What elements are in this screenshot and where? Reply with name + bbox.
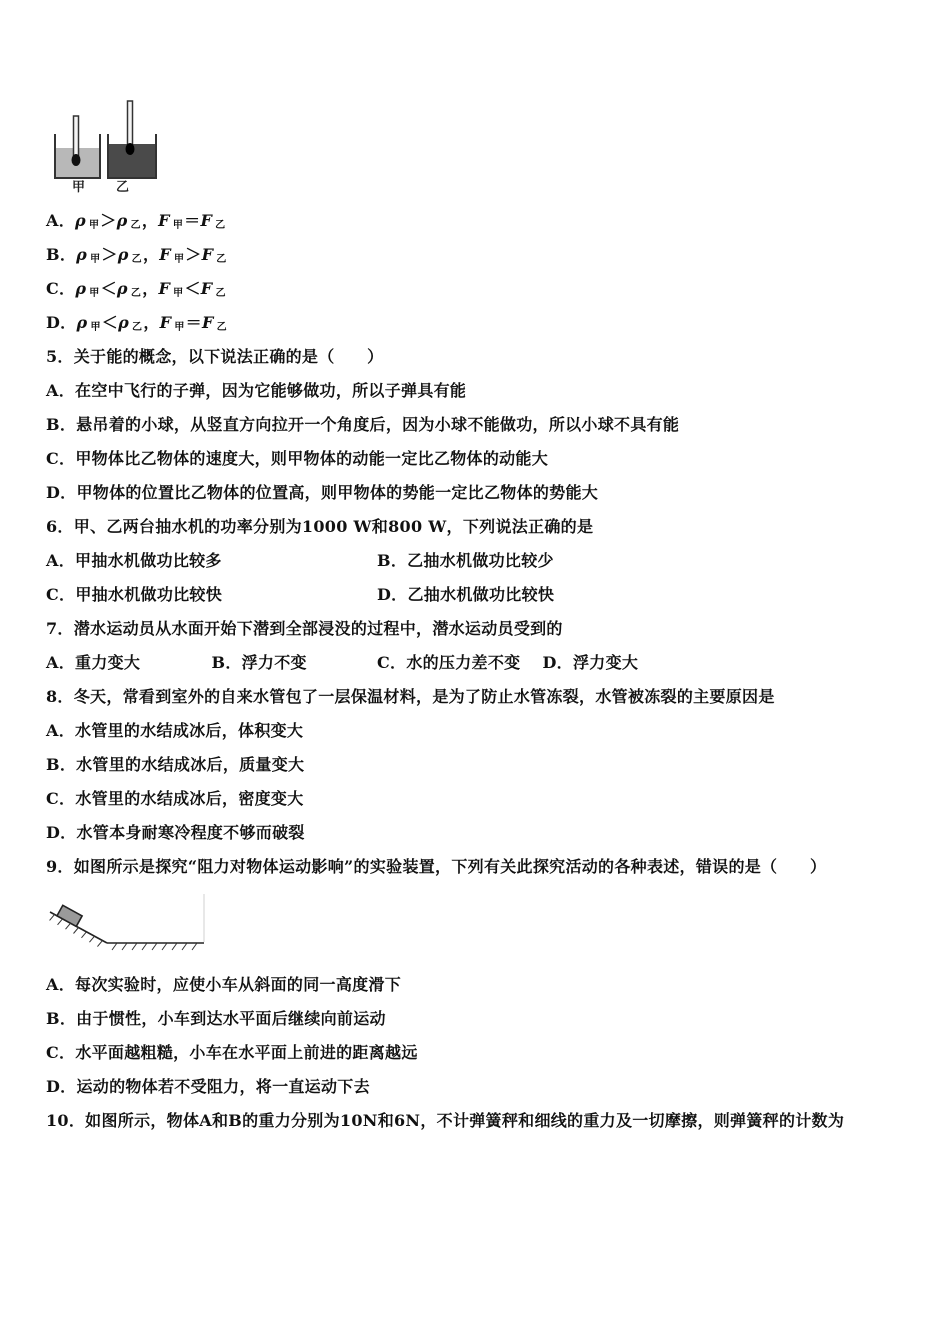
relation: ＝ xyxy=(184,211,201,230)
force-symbol: F xyxy=(158,279,171,298)
q7-option-a: A．重力变大 xyxy=(46,653,141,672)
q9-option-b: B．由于惯性，小车到达水平面后继续向前运动 xyxy=(46,1009,386,1028)
subscript: 甲 xyxy=(90,254,101,265)
q5-option-a: A．在空中飞行的子弹，因为它能够做功，所以子弹具有能 xyxy=(46,381,467,400)
hatch-mark xyxy=(58,919,63,925)
q5-option-c: C．甲物体比乙物体的速度大，则甲物体的动能一定比乙物体的动能大 xyxy=(46,449,549,468)
q8-stem: 8．冬天，常看到室外的自来水管包了一层保温材料，是为了防止水管冻裂，水管被冻裂的主要原因是 xyxy=(46,687,775,706)
incline-figure-svg xyxy=(45,892,207,956)
subscript: 乙 xyxy=(130,288,142,299)
hatch-mark xyxy=(112,943,117,950)
relation: ＞ xyxy=(101,245,118,264)
hatch-mark xyxy=(89,936,94,942)
q9-option-c: C．水平面越粗糙，小车在水平面上前进的距离越远 xyxy=(46,1043,418,1062)
q8-option-d: D．水管本身耐寒冷程度不够而破裂 xyxy=(46,823,305,842)
q7-stem: 7．潜水运动员从水面开始下潜到全部浸没的过程中，潜水运动员受到的 xyxy=(46,619,563,638)
subscript: 甲 xyxy=(173,288,184,299)
q6-options-row-1 xyxy=(46,544,950,578)
q6-options-row-2 xyxy=(46,578,950,612)
rho-symbol: ρ xyxy=(76,245,88,264)
hatch-mark xyxy=(81,932,86,938)
hydrometer-figure xyxy=(46,96,950,204)
hatch-mark xyxy=(122,943,127,950)
q7-options-row xyxy=(46,646,950,680)
relation: ＞ xyxy=(100,211,117,230)
q9-stem: 9．如图所示是探究“阻力对物体运动影响”的实验装置，下列有关此探究活动的各种表述，错误的是（ ） xyxy=(46,857,827,876)
q7-option-d: D．浮力变大 xyxy=(542,653,639,672)
force-symbol: F xyxy=(159,313,172,332)
q6-option-a: A．甲抽水机做功比较多 xyxy=(46,551,222,570)
subscript: 甲 xyxy=(173,254,185,265)
hatch-mark xyxy=(142,943,147,950)
hatch-mark xyxy=(152,943,157,950)
hatch-mark xyxy=(132,943,137,950)
hydrometer-tube-right xyxy=(128,101,133,146)
relation: ＝ xyxy=(185,313,202,332)
q6-option-c: C．甲抽水机做功比较快 xyxy=(46,585,223,604)
relation: ＜ xyxy=(101,313,119,332)
rho-symbol: ρ xyxy=(76,313,88,332)
option-label: A． xyxy=(46,211,76,230)
q6-stem: 6．甲、乙两台抽水机的功率分别为1000 W和800 W，下列说法正确的是 xyxy=(46,517,594,536)
relation: ＜ xyxy=(100,279,117,298)
subscript: 乙 xyxy=(215,220,226,231)
subscript: 乙 xyxy=(130,220,141,231)
q9-option-a: A．每次实验时，应使小车从斜面的同一高度滑下 xyxy=(46,975,402,994)
subscript: 甲 xyxy=(172,220,184,231)
hydrometer-bulb-right xyxy=(126,143,135,155)
rho-symbol: ρ xyxy=(116,211,128,230)
q8-option-b: B．水管里的水结成冰后，质量变大 xyxy=(46,755,305,774)
force-symbol: F xyxy=(201,313,214,332)
force-symbol: F xyxy=(158,211,170,230)
incline-figure xyxy=(46,884,950,968)
q7-option-c: C．水的压力差不变 xyxy=(377,653,521,672)
subscript: 乙 xyxy=(216,254,227,265)
force-symbol: F xyxy=(200,211,213,230)
subscript: 甲 xyxy=(88,220,100,231)
separator: ， xyxy=(142,279,159,298)
hatch-mark xyxy=(172,943,177,950)
separator: ， xyxy=(143,313,160,332)
figure-label-right: 乙 xyxy=(116,180,130,195)
rho-symbol: ρ xyxy=(118,313,130,332)
cart-block xyxy=(57,905,82,926)
subscript: 甲 xyxy=(90,322,101,333)
subscript: 乙 xyxy=(131,254,142,265)
rho-symbol: ρ xyxy=(75,279,87,298)
hydrometer-figure-svg xyxy=(52,98,164,196)
option-label: C． xyxy=(46,279,76,298)
q7-option-b: B．浮力不变 xyxy=(211,653,307,672)
q4-option-c xyxy=(46,272,950,306)
q10-stem: 10．如图所示，物体A和B的重力分别为10N和6N，不计弹簧秤和细线的重力及一切摩擦，则弹簧秤的计数为 xyxy=(46,1111,845,1130)
option-label: D． xyxy=(46,313,77,332)
hatch-mark xyxy=(74,928,79,934)
figure-label-left: 甲 xyxy=(72,180,86,195)
page-content xyxy=(46,96,950,1138)
hydrometer-bulb-left xyxy=(72,154,81,166)
q5-option-b: B．悬吊着的小球，从竖直方向拉开一个角度后，因为小球不能做功，所以小球不具有能 xyxy=(46,415,680,434)
q8-option-c: C．水管里的水结成冰后，密度变大 xyxy=(46,789,304,808)
separator: ， xyxy=(141,211,159,230)
q5-stem: 5．关于能的概念，以下说法正确的是（ ） xyxy=(46,347,384,366)
hatch-mark xyxy=(192,943,197,950)
hatch-mark xyxy=(162,943,167,950)
relation: ＜ xyxy=(184,279,201,298)
q9-option-d: D．运动的物体若不受阻力，将一直运动下去 xyxy=(46,1077,370,1096)
hatch-mark xyxy=(50,914,55,920)
q4-option-b xyxy=(46,238,950,272)
subscript: 甲 xyxy=(174,322,185,333)
q5-option-d: D．甲物体的位置比乙物体的位置高，则甲物体的势能一定比乙物体的势能大 xyxy=(46,483,599,502)
subscript: 甲 xyxy=(89,288,100,299)
separator: ， xyxy=(142,245,160,264)
subscript: 乙 xyxy=(215,288,226,299)
hydrometer-tube-left xyxy=(74,116,79,158)
rho-symbol: ρ xyxy=(75,211,86,230)
q6-option-d: D．乙抽水机做功比较快 xyxy=(377,585,555,604)
q4-option-d xyxy=(46,306,950,340)
q8-option-a: A．水管里的水结成冰后，体积变大 xyxy=(46,721,304,740)
subscript: 乙 xyxy=(216,322,227,333)
force-symbol: F xyxy=(200,279,213,298)
hatch-mark xyxy=(66,923,71,929)
relation: ＞ xyxy=(185,245,202,264)
hatch-mark xyxy=(97,941,102,947)
hatch-mark xyxy=(182,943,187,950)
subscript: 乙 xyxy=(132,322,143,333)
rho-symbol: ρ xyxy=(116,279,128,298)
q6-option-b: B．乙抽水机做功比较少 xyxy=(377,551,554,570)
q4-option-a xyxy=(46,204,950,238)
option-label: B． xyxy=(46,245,77,264)
rho-symbol: ρ xyxy=(117,245,129,264)
force-symbol: F xyxy=(201,245,214,264)
force-symbol: F xyxy=(159,245,171,264)
